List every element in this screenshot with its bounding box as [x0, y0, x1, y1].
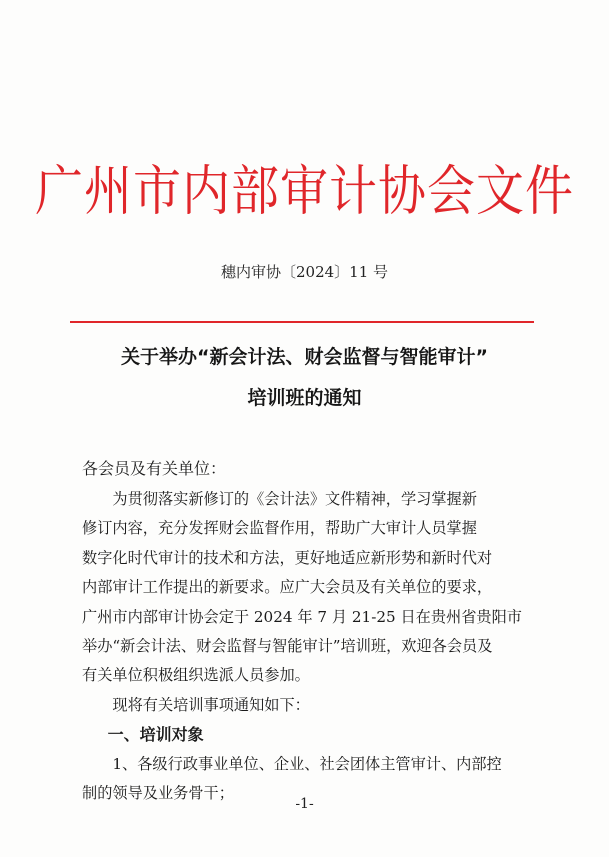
paragraph-line: 举办“新会计法、财会监督与智能审计”培训班，欢迎各会员及 [82, 637, 493, 656]
page-number: -1- [295, 796, 314, 812]
paragraph-line: 为贯彻落实新修订的《会计法》文件精神，学习掌握新 [112, 490, 477, 508]
red-divider-line [70, 321, 534, 323]
paragraph-1 [82, 485, 532, 691]
salutation: 各会员及有关单位： [82, 459, 227, 478]
section-heading-training-targets: 一、培训对象 [107, 725, 204, 745]
document-header-title: 广州市内部审计协会文件 [34, 160, 574, 223]
paragraph-line: 有关单位积极组织选派人员参加。 [82, 666, 310, 685]
document-number: 穗内审协〔2024〕11 号 [220, 263, 389, 281]
paragraph-line: 制的领导及业务骨干； [82, 784, 234, 803]
notice-title-line-1: 关于举办“新会计法、财会监督与智能审计” [121, 346, 488, 368]
document-body [82, 485, 532, 808]
paragraph-line: 数字化时代审计的技术和方法，更好地适应新形势和新时代对 [82, 548, 493, 567]
notice-title-line-2: 培训班的通知 [247, 387, 362, 409]
paragraph-line: 广州市内部审计协会定于 2024 年 7 月 21-25 日在贵州省贵阳市 [82, 607, 522, 626]
paragraph-2: 现将有关培训事项通知如下： [112, 695, 310, 714]
paragraph-line: 修订内容，充分发挥财会监督作用，帮助广大审计人员掌握 [82, 519, 477, 538]
paragraph-line: 内部审计工作提出的新要求。应广大会员及有关单位的要求， [82, 578, 493, 597]
paragraph-line: 1、各级行政事业单位、企业、社会团体主管审计、内部控 [112, 754, 502, 773]
